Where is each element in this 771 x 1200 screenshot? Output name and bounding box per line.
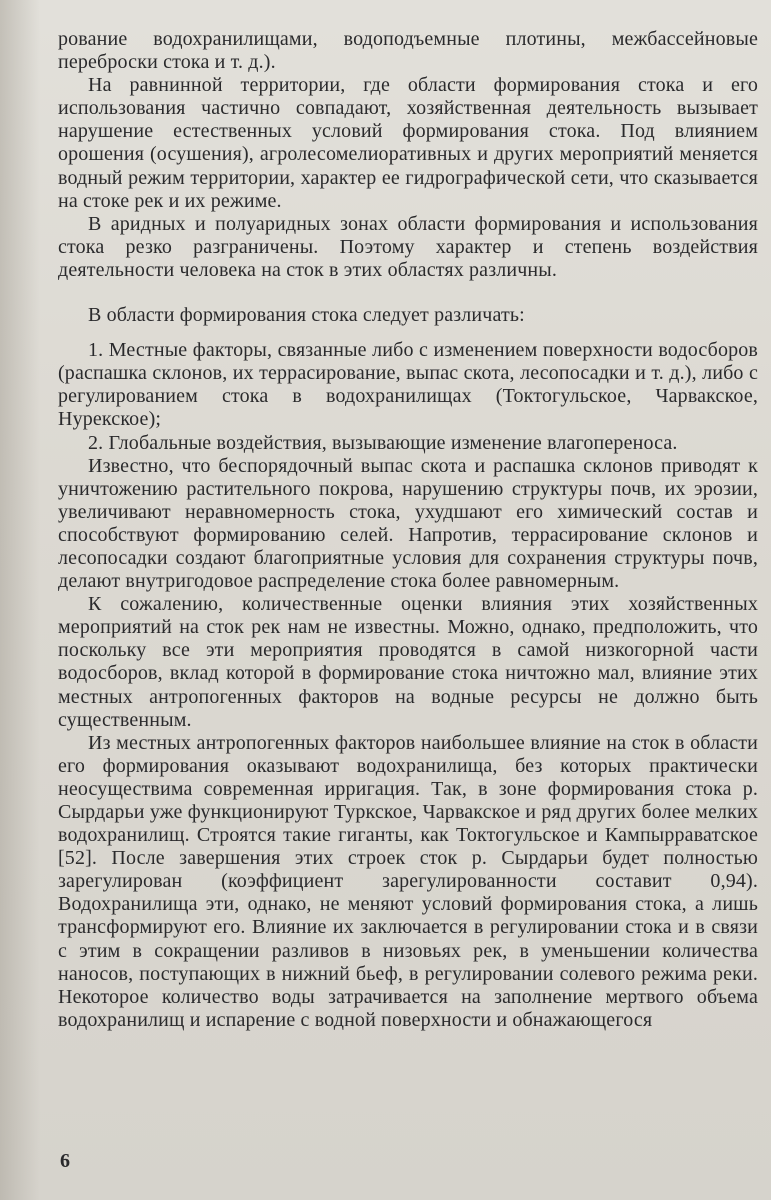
- page-number: 6: [60, 1150, 70, 1172]
- paragraph-reservoirs: Из местных антропогенных факторов наибольшее влияние на сток в области его формирования оказывают водохранилища, без которых практически неосуществима современная ирригация. Так, в зоне формирования стока р. Сырдарьи уже функционируют Туркское, Чарвакское и ряд других более мелких водохранилищ. Строятся такие гиганты, как Токтогульское и Кампырраватское [52]. После завершения этих строек сток р. Сырдарьи будет полностью зарегулирован (коэффициент зарегулированности составит 0,94). Водохранилища эти, однако, не меняют условий формирования стока, а лишь трансформируют его. Влияние их заключается в регулировании стока и в связи с этим в сокращении разливов в низовьях рек, в уменьшении количества наносов, поступающих в нижний бьеф, в регулировании солевого режима реки. Некоторое количество воды затрачивается на заполнение мертвого объема водохранилищ и испарение с водной поверхности и обнажающегося: [58, 731, 758, 1031]
- paragraph-arid-zones: В аридных и полуаридных зонах области формирования и использования стока резко разграничены. Поэтому характер и степень воздействия деятельности человека на сток в этих областях различны.: [58, 212, 758, 281]
- list-item-global-impacts: 2. Глобальные воздействия, вызывающие изменение влагопереноса.: [88, 431, 678, 454]
- paragraph-plain-territory: На равнинной территории, где области формирования стока и его использования частично совпадают, хозяйственная деятельность вызывает нарушение естественных условий формирования стока. Под влиянием орошения (осушения), агролесомелиоративных и других мероприятий меняется водный режим территории, характер ее гидрографической сети, что сказывается на стоке рек и их режиме.: [58, 74, 758, 212]
- body-text: [58, 28, 758, 1032]
- paragraph-quantitative-estimates: К сожалению, количественные оценки влияния этих хозяйственных мероприятий на сток рек нам не известны. Можно, однако, предположить, что поскольку все эти мероприятия проводятся в самой низкогорной части водосборов, вклад которой в формирование стока ничтожно мал, влияние этих местных антропогенных факторов на водные ресурсы не должно быть существенным.: [58, 593, 758, 731]
- paragraph-grazing: Известно, что беспорядочный выпас скота и распашка склонов приводят к уничтожению растительного покрова, нарушению структуры почв, их эрозии, увеличивают неравномерность стока, ухудшают его химический состав и способствуют формированию селей. Напротив, террасирование склонов и лесопосадки создают благоприятные условия для сохранения структуры почв, делают внутригодовое распределение стока более равномерным.: [58, 454, 758, 593]
- paragraph-list-intro: В области формирования стока следует различать:: [88, 304, 525, 327]
- paragraph-continuation: рование водохранилищами, водоподъемные плотины, межбассейновые переброски стока и т. д.).: [58, 28, 758, 74]
- list-item-local-factors: 1. Местные факторы, связанные либо с изменением поверхности водосборов (распашка склонов, их террасирование, выпас скота, лесопосадки и т. д.), либо с регулированием стока в водохранилищах (Токтогульское, Чарвакское, Нурекское);: [58, 339, 758, 431]
